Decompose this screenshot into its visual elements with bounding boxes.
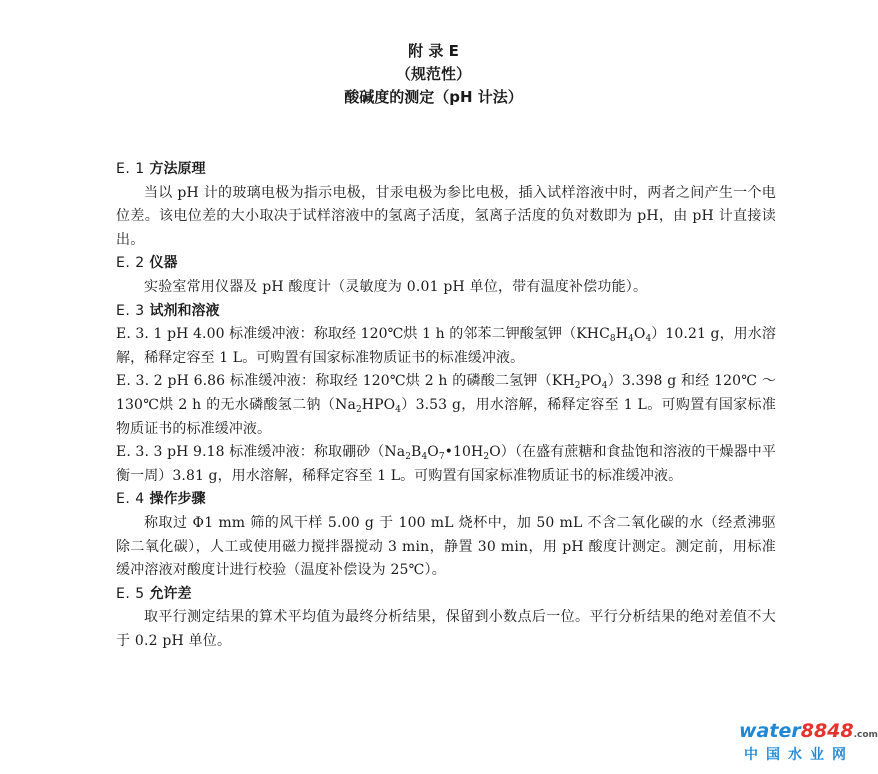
item-e3-2 bbox=[116, 370, 776, 441]
logo-wordmark bbox=[739, 720, 878, 746]
section-e4-text: 称取过 Φ1 mm 筛的风干样 5.00 g 于 100 mL 烧杯中，加 50 mL 不含二氧化碳的水（经煮沸驱除二氧化碳），人工或使用磁力搅拌器搅动 3 min，静置 30 min，用 pH 酸度计测定。测定前，用标准缓冲溶液对酸度计进行校验（温度补偿设为 25℃）。 bbox=[116, 514, 776, 579]
section-e5-text: 取平行测定结果的算术平均值为最终分析结果，保留到小数点后一位。平行分析结果的绝对差值不大于 0.2 pH 单位。 bbox=[116, 609, 776, 649]
section-label: 方法原理 bbox=[149, 161, 206, 177]
item-text: pH 6.86 标准缓冲液：称取经 120℃烘 2 h 的磷酸二氢钾（KH bbox=[162, 373, 575, 390]
section-number: E. 4 bbox=[116, 491, 145, 508]
item-text: •10H bbox=[444, 444, 484, 461]
section-e1-heading bbox=[116, 158, 776, 182]
subscript: 2 bbox=[405, 452, 412, 463]
subscript: 7 bbox=[438, 452, 445, 463]
logo-word: water bbox=[739, 720, 801, 742]
section-label: 操作步骤 bbox=[149, 491, 206, 508]
item-text: pH 9.18 标准缓冲液：称取硼砂（Na bbox=[162, 444, 406, 461]
item-e3-3 bbox=[116, 441, 776, 488]
item-number: E. 3. 2 bbox=[116, 373, 163, 390]
section-label: 仪器 bbox=[149, 255, 178, 272]
logo-chinese-name: 中国水业网 bbox=[744, 747, 854, 763]
item-text: H bbox=[615, 326, 629, 343]
logo-number: 8848 bbox=[800, 720, 854, 742]
logo-suffix: .com bbox=[853, 730, 878, 740]
site-watermark-logo bbox=[739, 720, 878, 764]
section-number: E. 1 bbox=[116, 161, 145, 177]
section-e3-heading bbox=[116, 300, 776, 324]
subscript: 2 bbox=[355, 404, 362, 415]
section-number: E. 3 bbox=[116, 302, 145, 319]
item-text: PO bbox=[580, 373, 602, 390]
subscript: 4 bbox=[601, 381, 608, 392]
section-number: E. 2 bbox=[116, 255, 145, 272]
item-number: E. 3. 3 bbox=[116, 444, 163, 461]
appendix-subject-title: 酸碱度的测定（pH 计法） bbox=[344, 88, 523, 106]
subscript: 8 bbox=[609, 334, 616, 345]
item-text: O）（在盛有蔗糖和食盐饱和溶液的干燥器中平衡一周）3.81 g，用水溶解，稀释定容至 1 L。可购置有国家标准物质证书的标准缓冲液。 bbox=[116, 444, 776, 484]
item-text: ）10.21 g，用水溶解，稀释定容至 1 L。可购置有国家标准物质证书的标准缓冲液。 bbox=[116, 326, 776, 366]
section-label: 允许差 bbox=[149, 585, 192, 602]
subscript: 2 bbox=[574, 381, 581, 392]
subscript: 4 bbox=[628, 334, 634, 345]
item-number: E. 3. 1 bbox=[116, 326, 163, 343]
item-text: pH 4.00 标准缓冲液：称取经 120℃烘 1 h 的邻苯二钾酸氢钾（KHC bbox=[162, 326, 610, 343]
section-e4-heading bbox=[116, 488, 776, 512]
appendix-title-block bbox=[0, 40, 867, 109]
section-label: 试剂和溶液 bbox=[149, 302, 220, 319]
subscript: 4 bbox=[645, 334, 652, 345]
item-text: ）3.53 g，用水溶解，稀释定容至 1 L。可购置有国家标准物质证书的标准缓冲液。 bbox=[116, 396, 776, 437]
section-e5-heading bbox=[116, 583, 776, 607]
subscript: 2 bbox=[483, 452, 490, 463]
appendix-title: 附 录 E bbox=[408, 42, 459, 60]
subscript: 4 bbox=[421, 452, 428, 463]
item-text: ）3.398 g 和经 120℃ ～130℃烘 2 h 的无水磷酸氢二钠（Na bbox=[116, 373, 776, 413]
item-text: B bbox=[411, 444, 422, 461]
appendix-normative-label: （规范性） bbox=[395, 65, 471, 83]
item-text: O bbox=[427, 444, 439, 461]
section-e2-text: 实验室常用仪器及 pH 酸度计（灵敏度为 0.01 pH 单位，带有温度补偿功能）。 bbox=[144, 278, 648, 295]
item-text: HPO bbox=[361, 396, 396, 413]
item-e3-1 bbox=[116, 323, 776, 370]
item-text: O bbox=[633, 326, 646, 343]
section-e2-heading bbox=[116, 252, 776, 276]
section-number: E. 5 bbox=[116, 585, 145, 602]
document-body bbox=[116, 158, 776, 653]
section-e1-text: 当以 pH 计的玻璃电极为指示电极，甘汞电极为参比电极，插入试样溶液中时，两者之间产生一个电位差。该电位差的大小取决于试样溶液中的氢离子活度，氢离子活度的负对数即为 pH，由 pH 计直接读出。 bbox=[116, 184, 776, 248]
subscript: 4 bbox=[395, 404, 402, 415]
